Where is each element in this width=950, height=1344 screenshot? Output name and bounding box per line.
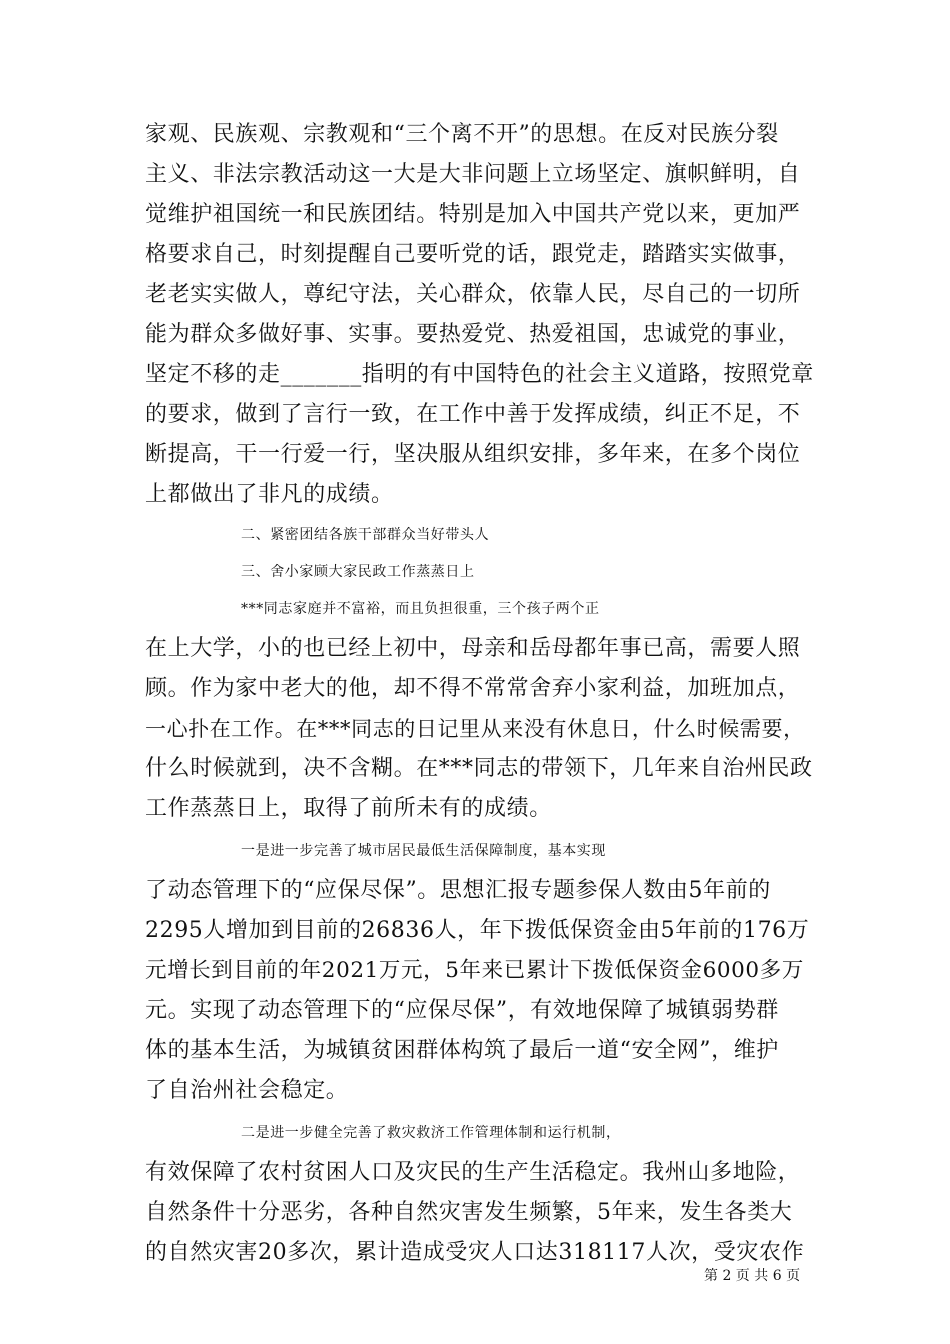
text-line: 的要求，做到了言行一致，在工作中善于发挥成绩，纠正不足，不 [145, 402, 801, 427]
text-line: 体的基本生活，为城镇贫困群体构筑了最后一道“安全网”，维护 [145, 1038, 779, 1063]
text-line: 了动态管理下的“应保尽保”。思想汇报专题参保人数由5年前的 [145, 878, 771, 903]
text-line: 觉维护祖国统一和民族团结。特别是加入中国共产党以来，更加严 [145, 202, 801, 227]
text-line: 元增长到目前的年2021万元，5年来已累计下拨低保资金6000多万 [145, 958, 804, 983]
text-line: 在上大学，小的也已经上初中，母亲和岳母都年事已高，需要人照 [145, 636, 801, 661]
text-line: 自然条件十分恶劣，各种自然灾害发生频繁，5年来，发生各类大 [145, 1200, 793, 1225]
text-line: 坚定不移的走_______指明的有中国特色的社会主义道路，按照党章 [145, 362, 814, 387]
text-line: 主义、非法宗教活动这一大是大非问题上立场坚定、旗帜鲜明，自 [145, 162, 801, 187]
text-line: 有效保障了农村贫困人口及灾民的生产生活稳定。我州山多地险， [145, 1160, 801, 1185]
text-line: 断提高，干一行爱一行，坚决服从组织安排，多年来，在多个岗位 [145, 442, 801, 467]
text-line: 一心扑在工作。在***同志的日记里从来没有休息日，什么时候需要， [145, 717, 805, 741]
text-line: 一是进一步完善了城市居民最低生活保障制度，基本实现 [241, 843, 606, 859]
text-line: 的自然灾害20多次，累计造成受灾人口达318117人次，受灾农作 [145, 1240, 805, 1265]
text-line: ***同志家庭并不富裕，而且负担很重，三个孩子两个正 [241, 601, 600, 617]
text-line: 元。实现了动态管理下的“应保尽保”，有效地保障了城镇弱势群 [145, 998, 779, 1023]
text-line: 顾。作为家中老大的他，却不得不常常舍弃小家利益，加班加点， [145, 676, 801, 701]
section-heading: 二、紧密团结各族干部群众当好带头人 [241, 527, 490, 543]
section-heading: 三、舍小家顾大家民政工作蒸蒸日上 [241, 564, 475, 580]
text-line: 能为群众多做好事、实事。要热爱党、热爱祖国，忠诚党的事业， [145, 322, 801, 347]
text-line: 上都做出了非凡的成绩。 [145, 482, 394, 507]
text-line: 格要求自己，时刻提醒自己要听党的话，跟党走，踏踏实实做事， [145, 242, 801, 267]
text-line: 2295人增加到目前的26836人，年下拨低保资金由5年前的176万 [145, 918, 810, 943]
text-line: 了自治州社会稳定。 [145, 1078, 349, 1103]
text-line: 工作蒸蒸日上，取得了前所未有的成绩。 [145, 796, 552, 821]
text-line: 二是进一步健全完善了救灾救济工作管理体制和运行机制， [241, 1125, 621, 1141]
text-line: 家观、民族观、宗教观和“三个离不开”的思想。在反对民族分裂 [145, 122, 779, 147]
text-line: 什么时候就到，决不含糊。在***同志的带领下，几年来自治州民政 [145, 756, 813, 781]
text-line: 老老实实做人，尊纪守法，关心群众，依靠人民，尽自己的一切所 [145, 282, 801, 307]
page-number-footer: 第 2 页 共 6 页 [704, 1268, 801, 1284]
